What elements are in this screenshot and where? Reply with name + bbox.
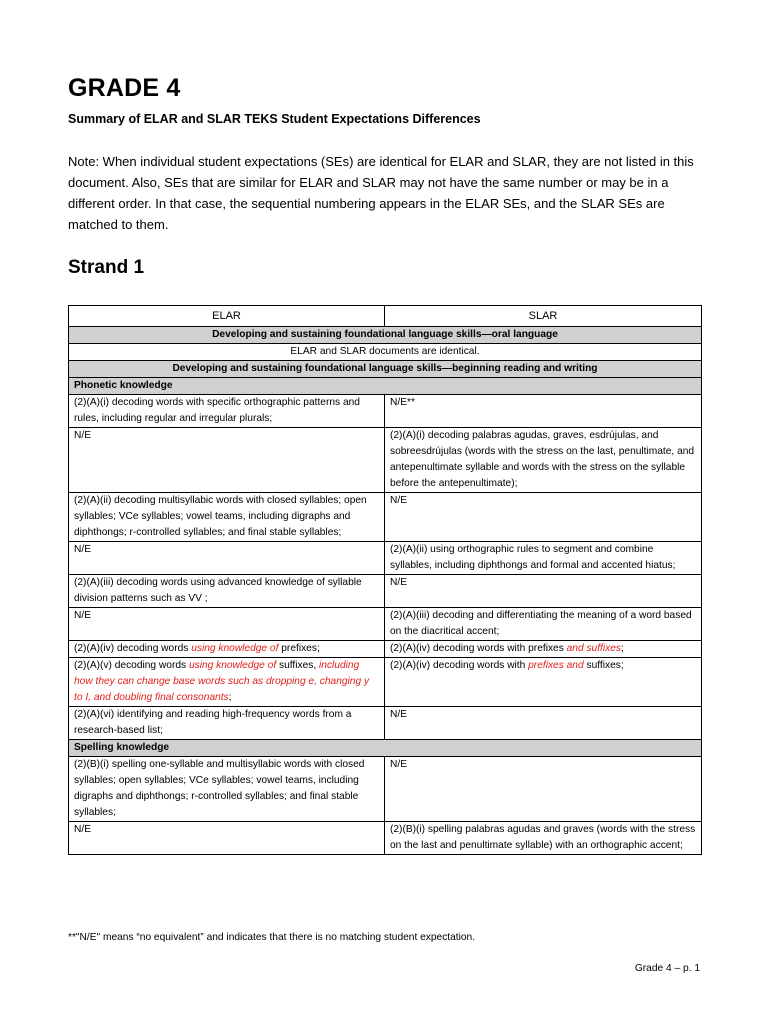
- text-run: (2)(A)(iv) decoding words with prefixes: [390, 643, 567, 654]
- slar-cell: N/E: [385, 575, 702, 608]
- table-row: [69, 658, 702, 707]
- footnote: **"N/E" means “no equivalent” and indicates that there is no matching student expectation.: [68, 932, 476, 943]
- section-beginning-reading: Developing and sustaining foundational language skills—beginning reading and writing: [69, 361, 702, 378]
- table-row: [69, 822, 702, 855]
- slar-cell: (2)(A)(ii) using orthographic rules to segment and combine syllables, including diphthongs and formal and accented hiatus;: [385, 542, 702, 575]
- table-row: [69, 395, 702, 428]
- slar-cell: (2)(A)(iii) decoding and differentiating the meaning of a word based on the diacritical accent;: [385, 608, 702, 641]
- subsection-row: [69, 378, 702, 395]
- elar-cell: (2)(B)(i) spelling one-syllable and multisyllabic words with closed syllables; open syllables; VCe syllables; vowel teams, including digraphs and diphthongs; r-controlled syllables; and final stable syllables;: [69, 757, 385, 822]
- table-row: [69, 575, 702, 608]
- slar-cell: (2)(B)(i) spelling palabras agudas and graves (words with the stress on the last and penultimate syllable) with an orthographic accent;: [385, 822, 702, 855]
- slar-cell: N/E**: [385, 395, 702, 428]
- note-paragraph: Note: When individual student expectations (SEs) are identical for ELAR and SLAR, they are not listed in this document. Also, SEs that are similar for ELAR and SLAR may not have the same number or may be in a different order. In that case, the sequential numbering appears in the ELAR SEs, and the SLAR SEs are matched to them.: [68, 154, 694, 232]
- difference-highlight: including how they can change base words such as dropping e, changing y to I, and doubling final consonants: [74, 660, 370, 703]
- section-oral-language: Developing and sustaining foundational language skills—oral language: [69, 327, 702, 344]
- table-row: [69, 542, 702, 575]
- table-row: [69, 608, 702, 641]
- elar-column-header: ELAR: [69, 306, 385, 327]
- text-run: ;: [621, 643, 624, 654]
- text-run: (2)(A)(iv) decoding words with: [390, 660, 529, 671]
- text-run: prefixes;: [278, 643, 320, 654]
- subsection-spelling: Spelling knowledge: [69, 740, 702, 757]
- elar-cell: N/E: [69, 608, 385, 641]
- text-run: (2)(A)(iv) decoding words: [74, 643, 192, 654]
- page-title: GRADE 4: [68, 74, 181, 102]
- text-run: suffixes;: [583, 660, 624, 671]
- table-row: [69, 428, 702, 493]
- table-row: [69, 344, 702, 361]
- elar-cell: N/E: [69, 822, 385, 855]
- subsection-row: [69, 740, 702, 757]
- expectations-table: [68, 305, 702, 855]
- elar-cell: N/E: [69, 428, 385, 493]
- text-run: ;: [228, 692, 232, 703]
- slar-cell: N/E: [385, 757, 702, 822]
- text-run: suffixes,: [276, 660, 320, 671]
- difference-highlight: using knowledge of: [188, 660, 277, 671]
- elar-cell: (2)(A)(i) decoding words with specific orthographic patterns and rules, including regular and irregular plurals;: [69, 395, 385, 428]
- elar-cell: [69, 641, 385, 658]
- table-row: [69, 757, 702, 822]
- table-header-row: [69, 306, 702, 327]
- identical-note: ELAR and SLAR documents are identical.: [69, 344, 702, 361]
- table-row: [69, 493, 702, 542]
- elar-cell: (2)(A)(iii) decoding words using advanced knowledge of syllable division patterns such as VV ;: [69, 575, 385, 608]
- slar-cell: (2)(A)(i) decoding palabras agudas, graves, esdrújulas, and sobreesdrújulas (words with the stress on the last, penultimate, and antepenultimate syllable and words with the stress on the syllable before the antepenultimate);: [385, 428, 702, 493]
- elar-cell: N/E: [69, 542, 385, 575]
- slar-cell: [385, 658, 702, 707]
- slar-cell: N/E: [385, 707, 702, 740]
- strand-heading: Strand 1: [68, 257, 145, 278]
- table-row: [69, 641, 702, 658]
- document-subtitle: Summary of ELAR and SLAR TEKS Student Expectations Differences: [68, 112, 481, 126]
- elar-cell: [69, 658, 385, 707]
- text-run: (2)(A)(v) decoding words: [74, 660, 189, 671]
- difference-highlight: using knowledge of: [191, 643, 279, 654]
- difference-highlight: prefixes and: [528, 660, 584, 671]
- difference-highlight: and suffixes: [566, 643, 622, 654]
- slar-cell: N/E: [385, 493, 702, 542]
- slar-cell: [385, 641, 702, 658]
- table-row: [69, 707, 702, 740]
- elar-cell: (2)(A)(ii) decoding multisyllabic words with closed syllables; open syllables; VCe syllables; vowel teams, including digraphs and diphthongs; r-controlled syllables; and final stable syllables;: [69, 493, 385, 542]
- section-row: [69, 361, 702, 378]
- slar-column-header: SLAR: [385, 306, 702, 327]
- elar-cell: (2)(A)(vi) identifying and reading high-frequency words from a research-based list;: [69, 707, 385, 740]
- subsection-phonetic: Phonetic knowledge: [69, 378, 702, 395]
- page-number: Grade 4 – p. 1: [634, 963, 700, 974]
- section-row: [69, 327, 702, 344]
